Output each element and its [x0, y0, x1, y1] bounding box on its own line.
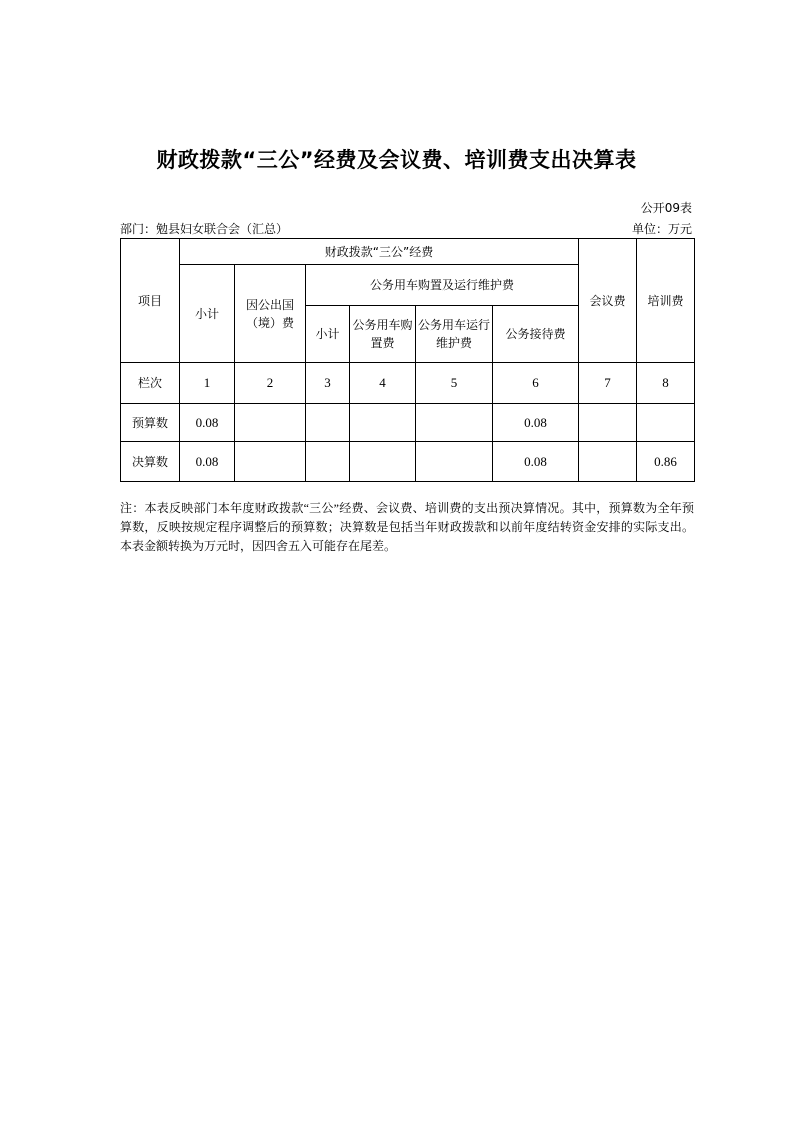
- expense-table: [120, 238, 695, 482]
- header-vehicle-subtotal: 小计: [306, 306, 350, 363]
- table-cell: 1: [180, 363, 235, 404]
- table-cell: [235, 442, 306, 482]
- table-cell: 5: [416, 363, 493, 404]
- header-subtotal: 小计: [180, 265, 235, 363]
- table-cell: 0.86: [637, 442, 695, 482]
- form-number: 公开09表: [640, 201, 692, 215]
- header-reception: 公务接待费: [493, 306, 579, 363]
- header-vehicle: 公务用车购置及运行维护费: [306, 265, 579, 306]
- table-cell: [235, 404, 306, 442]
- header-vehicle-purchase: 公务用车购置费: [350, 306, 416, 363]
- header-three-public: 财政拨款“三公”经费: [180, 239, 579, 265]
- table-cell: 3: [306, 363, 350, 404]
- table-cell: [637, 404, 695, 442]
- header-meeting: 会议费: [579, 239, 637, 363]
- table-cell: [416, 442, 493, 482]
- table-cell: [306, 404, 350, 442]
- table-row-column-index: [121, 363, 695, 404]
- header-abroad: 因公出国（境）费: [235, 265, 306, 363]
- table-cell: 0.08: [493, 404, 579, 442]
- table-cell: [579, 442, 637, 482]
- table-cell: 7: [579, 363, 637, 404]
- table-cell: [306, 442, 350, 482]
- department-label: 部门：勉县妇女联合会（汇总）: [120, 222, 289, 236]
- footnote: 注：本表反映部门本年度财政拨款“三公”经费、会议费、培训费的支出预决算情况。其中，预算数为全年预算数，反映按规定程序调整后的预算数；决算数是包括当年财政拨款和以前年度结转资金安排的实际支出。本表金额转换为万元时，因四舍五入可能存在尾差。: [120, 501, 694, 553]
- table-cell: [416, 404, 493, 442]
- row-label: 栏次: [121, 363, 180, 404]
- table-cell: 4: [350, 363, 416, 404]
- table-cell: 2: [235, 363, 306, 404]
- header-vehicle-operation: 公务用车运行维护费: [416, 306, 493, 363]
- table-cell: 0.08: [180, 442, 235, 482]
- header-training: 培训费: [637, 239, 695, 363]
- table-cell: [350, 442, 416, 482]
- table-cell: [579, 404, 637, 442]
- table-cell: 6: [493, 363, 579, 404]
- row-label: 决算数: [121, 442, 180, 482]
- page-title: 财政拨款“三公”经费及会议费、培训费支出决算表: [156, 148, 637, 172]
- table-cell: 8: [637, 363, 695, 404]
- header-item: 项目: [121, 239, 180, 363]
- table-cell: [350, 404, 416, 442]
- table-row-budget: [121, 404, 695, 442]
- unit-label: 单位：万元: [631, 222, 692, 236]
- table-cell: 0.08: [180, 404, 235, 442]
- row-label: 预算数: [121, 404, 180, 442]
- table-cell: 0.08: [493, 442, 579, 482]
- table-row-actual: [121, 442, 695, 482]
